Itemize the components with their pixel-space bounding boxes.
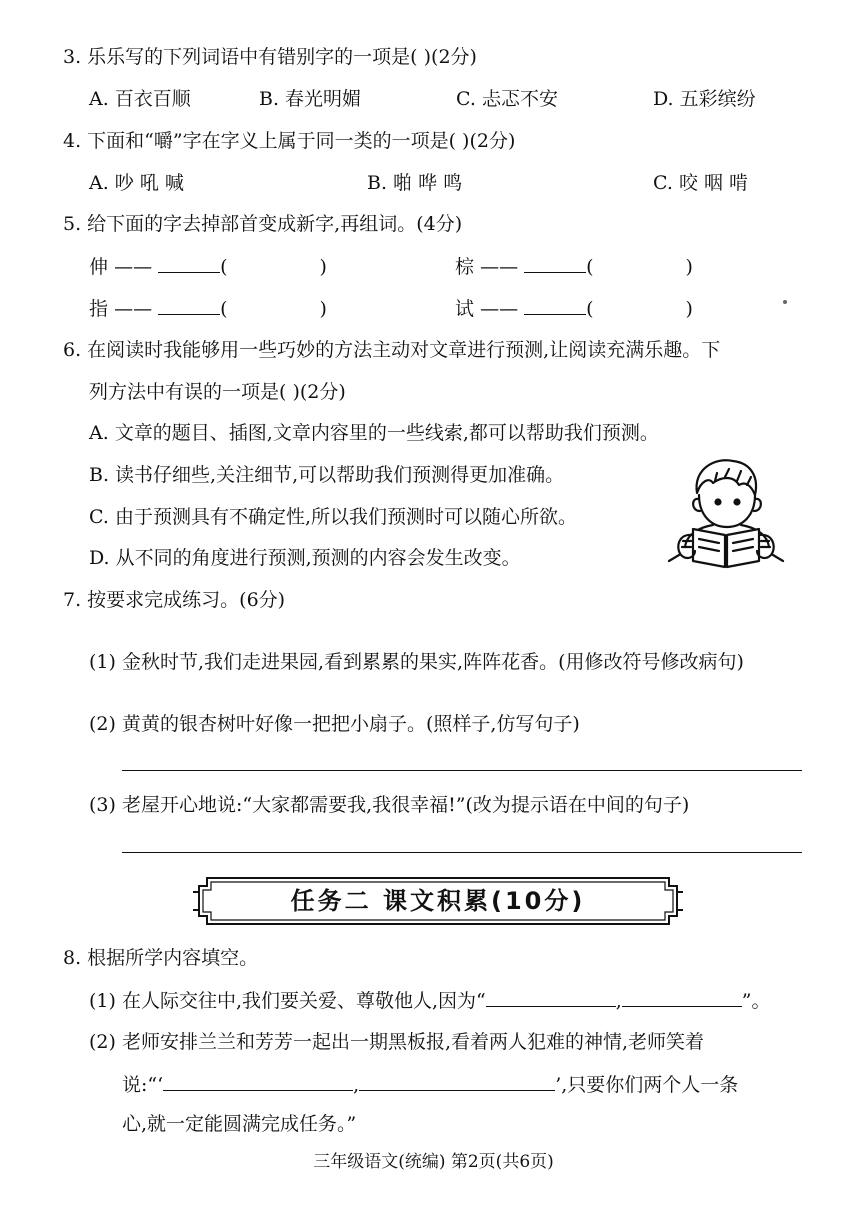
q6-option-c: C. 由于预测具有不确定性,所以我们预测时可以随心所欲。: [89, 506, 577, 528]
scan-speck: [783, 300, 787, 304]
q7-item-3-answer-line[interactable]: [122, 852, 802, 853]
q4-stem: 4. 下面和“嚼”字在字义上属于同一类的一项是( )(2分): [63, 130, 516, 152]
q8-stem: 8. 根据所学内容填空。: [63, 947, 259, 969]
q8-item-1-prefix: (1) 在人际交往中,我们要关爱、尊敬他人,因为“: [89, 990, 486, 1012]
q5-new-char-blank[interactable]: [158, 296, 220, 315]
q6-option-d: D. 从不同的角度进行预测,预测的内容会发生改变。: [89, 547, 521, 569]
q3-option-a: A. 百衣百顺: [89, 88, 191, 110]
q5-new-char-blank[interactable]: [524, 296, 586, 315]
q5-paren-open: (: [220, 256, 228, 278]
q4-option-a: A. 吵 吼 喊: [89, 172, 184, 194]
q5-paren-close: ): [319, 298, 327, 320]
q7-item-3: (3) 老屋开心地说:“大家都需要我,我很幸福!”(改为提示语在中间的句子): [89, 794, 690, 816]
q4-option-b: B. 啪 哗 鸣: [367, 172, 463, 194]
q8-item-1-blank-2[interactable]: [622, 988, 742, 1007]
page-footer: 三年级语文(统编) 第2页(共6页): [313, 1152, 554, 1172]
q7-stem: 7. 按要求完成练习。(6分): [63, 589, 286, 611]
q5-new-char-blank[interactable]: [524, 254, 586, 273]
q8-item-2-line-2: [122, 1072, 738, 1097]
q7-item-2: (2) 黄黄的银杏树叶好像一把把小扇子。(照样子,仿写句子): [89, 713, 580, 735]
q3-option-b: B. 春光明媚: [259, 88, 362, 110]
q3-option-d: D. 五彩缤纷: [653, 88, 756, 110]
q5-paren-close: ): [685, 298, 693, 320]
q8-item-1-suffix: ”。: [741, 990, 771, 1012]
q5-dash: ——: [114, 298, 153, 320]
q5-char: 伸: [89, 256, 109, 278]
q5-char: 试: [455, 298, 475, 320]
q5-new-char-blank[interactable]: [158, 254, 220, 273]
q5-paren-open: (: [220, 298, 228, 320]
q8-item-2-comma: ,: [353, 1074, 360, 1096]
q6-option-a: A. 文章的题目、插图,文章内容里的一些线索,都可以帮助我们预测。: [89, 422, 659, 444]
q5-paren-close: ): [319, 256, 327, 278]
q5-row-1-right: [455, 254, 693, 279]
q4-option-c: C. 咬 咽 啃: [653, 172, 749, 194]
q8-item-1-comma: ,: [615, 990, 622, 1012]
q5-row-1-left: [89, 254, 327, 279]
q8-item-2-line-3: 心,就一定能圆满完成任务。”: [122, 1113, 357, 1135]
q5-dash: ——: [480, 298, 519, 320]
q8-item-1-blank-1[interactable]: [486, 988, 616, 1007]
q8-item-2-blank-2[interactable]: [359, 1072, 555, 1091]
q5-paren-close: ): [685, 256, 693, 278]
q5-char: 棕: [455, 256, 475, 278]
boy-reading-illustration: [655, 455, 790, 570]
q5-row-2-left: [89, 296, 327, 321]
q5-dash: ——: [480, 256, 519, 278]
q3-option-c: C. 忐忑不安: [456, 88, 558, 110]
q7-item-2-answer-line[interactable]: [122, 770, 802, 771]
q8-item-2-line-1: (2) 老师安排兰兰和芳芳一起出一期黑板报,看着两人犯难的神情,老师笑着: [89, 1031, 705, 1053]
q8-item-1: [89, 988, 771, 1013]
q5-dash: ——: [114, 256, 153, 278]
q7-item-1: (1) 金秋时节,我们走进果园,看到累累的果实,阵阵花香。(用修改符号修改病句): [89, 651, 744, 673]
q5-paren-open: (: [586, 256, 594, 278]
q5-char: 指: [89, 298, 109, 320]
q8-item-2-blank-1[interactable]: [163, 1072, 353, 1091]
q5-paren-open: (: [586, 298, 594, 320]
q5-row-2-right: [455, 296, 693, 321]
section-banner: [193, 872, 683, 930]
q8-item-2-prefix: 说:“‘: [122, 1074, 164, 1096]
q8-item-2-suffix: ’,只要你们两个人一条: [555, 1074, 739, 1096]
q3-stem: 3. 乐乐写的下列词语中有错别字的一项是( )(2分): [63, 46, 477, 68]
q6-stem-line-1: 6. 在阅读时我能够用一些巧妙的方法主动对文章进行预测,让阅读充满乐趣。下: [63, 339, 721, 361]
q5-stem: 5. 给下面的字去掉部首变成新字,再组词。(4分): [63, 213, 463, 235]
section-title: 任务二 课文积累(10分): [290, 887, 586, 915]
q6-option-b: B. 读书仔细些,关注细节,可以帮助我们预测得更加准确。: [89, 464, 565, 486]
q6-stem-line-2: 列方法中有误的一项是( )(2分): [89, 381, 346, 403]
